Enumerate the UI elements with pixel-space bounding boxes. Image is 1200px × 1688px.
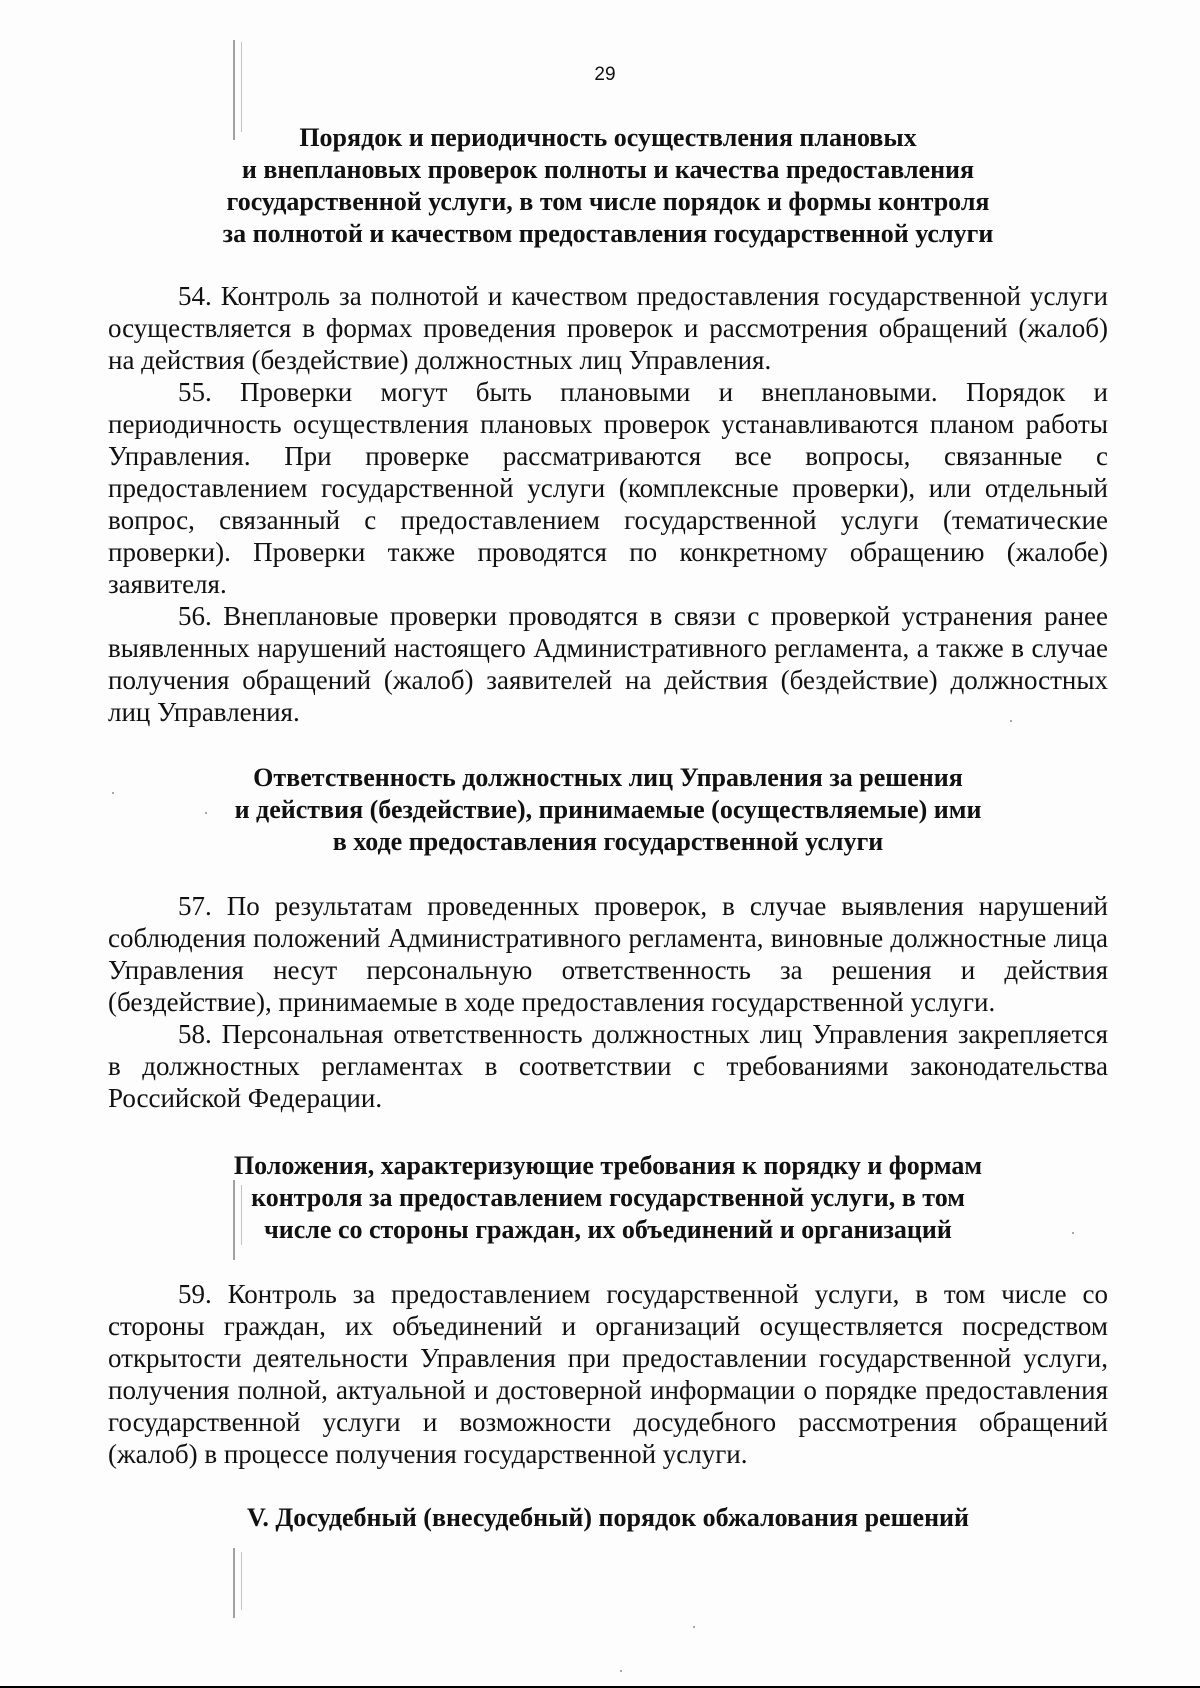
page-number: 29 — [594, 64, 616, 85]
heading-line: Порядок и периодичность осуществления плановых — [299, 123, 917, 152]
heading-line: за полнотой и качеством предоставления государственной услуги — [222, 219, 994, 248]
section-appeal — [108, 1502, 1108, 1534]
section-control-requirements — [108, 1150, 1108, 1246]
section-responsibility — [108, 762, 1108, 858]
scan-artifact — [241, 42, 242, 132]
scan-speck — [693, 1626, 695, 1628]
heading-line: контроля за предоставлением государственной услуги, в том — [251, 1183, 965, 1212]
heading-line: и действия (бездействие), принимаемые (осуществляемые) ими — [234, 795, 982, 824]
section-heading — [108, 762, 1108, 858]
section-inspections-body — [108, 280, 1108, 728]
scan-artifact — [233, 1548, 235, 1618]
section-heading — [108, 1502, 1108, 1534]
scan-speck — [620, 1670, 622, 1672]
heading-line: Положения, характеризующие требования к порядку и формам — [233, 1151, 983, 1180]
heading-line: Ответственность должностных лиц Управления за решения — [253, 763, 963, 792]
scan-artifact — [241, 1552, 242, 1610]
section-responsibility-body — [108, 890, 1108, 1114]
section-control-requirements-body — [108, 1278, 1108, 1470]
heading-line: и внеплановых проверок полноты и качества предоставления — [241, 155, 975, 184]
heading-line: государственной услуги, в том числе порядок и формы контроля — [226, 187, 990, 216]
heading-line: числе со стороны граждан, их объединений и организаций — [264, 1215, 952, 1244]
heading-line: в ходе предоставления государственной услуги — [332, 827, 884, 856]
paragraph-59: 59. Контроль за предоставлением государственной услуги, в том числе со стороны граждан, их объединений и организаций осуществляется посредством открытости деятельности Управления при предоставлении государственной услуги, получения полной, актуальной и достоверной информации о порядке предоставления государственной услуги и возможности досудебного рассмотрения обращений (жалоб) в процессе получения государственной услуги. — [108, 1279, 1108, 1469]
section-heading — [108, 1150, 1108, 1246]
heading-line: V. Досудебный (внесудебный) порядок обжалования решений — [246, 1503, 970, 1532]
section-heading — [108, 122, 1108, 250]
paragraph-58: 58. Персональная ответственность должностных лиц Управления закрепляется в должностных регламентах в соответствии с требованиями законодательства Российской Федерации. — [108, 1019, 1108, 1113]
paragraph-57: 57. По результатам проведенных проверок, в случае выявления нарушений соблюдения положений Административного регламента, виновные должностные лица Управления несут персональную ответственность за решения и действия (бездействие), принимаемые в ходе предоставления государственной услуги. — [108, 891, 1108, 1017]
paragraph-56: 56. Внеплановые проверки проводятся в связи с проверкой устранения ранее выявленных нарушений настоящего Административного регламента, а также в случае получения обращений (жалоб) заявителей на действия (бездействие) должностных лиц Управления. — [108, 601, 1108, 727]
paragraph-54: 54. Контроль за полнотой и качеством предоставления государственной услуги осуществляется в формах проведения проверок и рассмотрения обращений (жалоб) на действия (бездействие) должностных лиц Управления. — [108, 281, 1108, 375]
section-inspections — [108, 122, 1108, 250]
paragraph-55: 55. Проверки могут быть плановыми и внеплановыми. Порядок и периодичность осуществления плановых проверок устанавливаются планом работы Управления. При проверке рассматриваются все вопросы, связанные с предоставлением государственной услуги (комплексные проверки), или отдельный вопрос, связанный с предоставлением государственной услуги (тематические проверки). Проверки также проводятся по конкретному обращению (жалобе) заявителя. — [108, 377, 1108, 599]
